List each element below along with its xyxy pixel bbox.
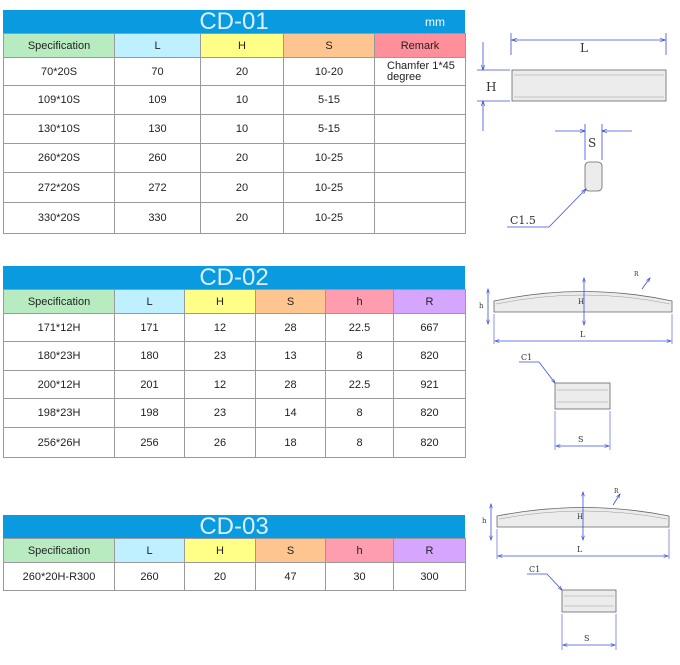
cell-R: 921: [394, 371, 466, 399]
cell-S: 10-25: [284, 144, 375, 173]
cell-h: 30: [326, 563, 394, 591]
cell-L: 198: [115, 399, 185, 428]
cell-L: 256: [115, 428, 185, 458]
cell-spec: 272*20S: [4, 173, 115, 203]
col-header-H: H: [185, 539, 256, 563]
cell-L: 180: [115, 342, 185, 371]
cell-R: 820: [394, 428, 466, 458]
col-header-R: R: [394, 290, 466, 314]
col-header-h: h: [326, 539, 394, 563]
col-header-L: L: [115, 539, 185, 563]
cell-spec: 256*26H: [4, 428, 115, 458]
cell-H: 23: [185, 399, 256, 428]
col-header-h: h: [326, 290, 394, 314]
cell-remark: [375, 144, 466, 173]
cell-h: 8: [326, 428, 394, 458]
col-header-L: L: [115, 34, 201, 58]
cell-spec: 260*20S: [4, 144, 115, 173]
cell-h: 22.5: [326, 371, 394, 399]
cd02-h-label: h: [479, 302, 484, 310]
cell-remark: [375, 203, 466, 234]
cell-R: 667: [394, 314, 466, 342]
cell-h: 22.5: [326, 314, 394, 342]
cd01-drawing: [470, 25, 675, 235]
cd03-S-label: S: [584, 634, 590, 643]
cell-h: 8: [326, 342, 394, 371]
col-header-specification: Specification: [4, 34, 115, 58]
cd02-H-label: H: [578, 298, 585, 306]
cd01-table: [3, 33, 466, 234]
table-row: [4, 86, 466, 115]
cd01-section: [3, 10, 465, 234]
col-header-specification: Specification: [4, 290, 115, 314]
cd01-S-label: S: [588, 136, 597, 150]
cd02-R-leader: [642, 278, 650, 289]
cell-S: 28: [256, 371, 326, 399]
cd02-chamfer-leader: [519, 362, 555, 383]
cd02-table: [3, 289, 466, 458]
cd03-H-label: H: [577, 513, 584, 521]
cell-R: 820: [394, 342, 466, 371]
col-header-S: S: [256, 539, 326, 563]
cd03-drawing: [470, 478, 675, 658]
cd01-L-label: L: [580, 41, 588, 55]
col-header-R: R: [394, 539, 466, 563]
cell-spec: 330*20S: [4, 203, 115, 234]
cell-H: 20: [201, 203, 284, 234]
cd02-S-label: S: [578, 435, 584, 444]
cell-S: 18: [256, 428, 326, 458]
cell-S: 10-25: [284, 173, 375, 203]
cd02-title: CD-02: [199, 264, 269, 291]
cell-remark: [375, 115, 466, 144]
cell-remark: Chamfer 1*45 degree: [375, 58, 466, 86]
cd02-title-bar: [3, 266, 465, 289]
cd03-title: CD-03: [199, 513, 269, 540]
cd01-part-side-view: [512, 70, 666, 101]
cell-L: 109: [115, 86, 201, 115]
cell-H: 20: [201, 58, 284, 86]
table-row: [4, 563, 466, 591]
cell-H: 26: [185, 428, 256, 458]
cell-H: 20: [201, 173, 284, 203]
cd03-R-leader: [613, 494, 620, 505]
cd03-h-label: h: [482, 517, 487, 525]
col-header-S: S: [256, 290, 326, 314]
table-row: [4, 115, 466, 144]
cell-S: 14: [256, 399, 326, 428]
col-header-H: H: [201, 34, 284, 58]
cd03-L-label: L: [577, 545, 583, 554]
cell-L: 70: [115, 58, 201, 86]
col-header-specification: Specification: [4, 539, 115, 563]
cell-H: 20: [185, 563, 256, 591]
cell-spec: 171*12H: [4, 314, 115, 342]
cell-S: 28: [256, 314, 326, 342]
cell-H: 23: [185, 342, 256, 371]
table-row: [4, 428, 466, 458]
cd03-title-bar: [3, 515, 465, 538]
cd03-section: [3, 515, 465, 591]
cd02-chamfer-label: C1: [521, 353, 533, 362]
cell-remark: [375, 173, 466, 203]
cd02-cross-section: [555, 383, 610, 409]
cell-L: 171: [115, 314, 185, 342]
col-header-remark: Remark: [375, 34, 466, 58]
cell-L: 260: [115, 563, 185, 591]
cell-R: 820: [394, 399, 466, 428]
cell-S: 13: [256, 342, 326, 371]
table-row: [4, 203, 466, 234]
cell-H: 10: [201, 86, 284, 115]
cd03-table: [3, 538, 466, 591]
cell-S: 5-15: [284, 115, 375, 144]
col-header-L: L: [115, 290, 185, 314]
cell-spec: 130*10S: [4, 115, 115, 144]
cell-H: 20: [201, 144, 284, 173]
cell-H: 10: [201, 115, 284, 144]
cell-spec: 198*23H: [4, 399, 115, 428]
col-header-S: S: [284, 34, 375, 58]
cd03-R-label: R: [614, 488, 619, 495]
cd02-L-label: L: [580, 330, 586, 339]
cd02-R-label: R: [634, 271, 639, 278]
cell-S: 10-25: [284, 203, 375, 234]
cd02-drawing: [470, 265, 675, 455]
cd01-title-bar: [3, 10, 465, 33]
cd03-chamfer-leader: [527, 574, 562, 590]
cell-spec: 109*10S: [4, 86, 115, 115]
table-row: [4, 314, 466, 342]
cd03-chamfer-label: C1: [529, 565, 541, 574]
cell-spec: 260*20H-R300: [4, 563, 115, 591]
cell-H: 12: [185, 371, 256, 399]
cell-S: 5-15: [284, 86, 375, 115]
cd01-title: CD-01: [199, 8, 269, 35]
cd03-cross-section: [562, 590, 616, 612]
cell-H: 12: [185, 314, 256, 342]
cell-L: 260: [115, 144, 201, 173]
cell-L: 330: [115, 203, 201, 234]
cell-L: 130: [115, 115, 201, 144]
col-header-H: H: [185, 290, 256, 314]
cd02-section: [3, 266, 465, 458]
cell-spec: 180*23H: [4, 342, 115, 371]
cell-spec: 200*12H: [4, 371, 115, 399]
table-row: [4, 342, 466, 371]
cd01-chamfer-label: C1.5: [510, 214, 536, 227]
cell-L: 201: [115, 371, 185, 399]
cell-S: 47: [256, 563, 326, 591]
cell-h: 8: [326, 399, 394, 428]
table-row: [4, 58, 466, 86]
cell-S: 10-20: [284, 58, 375, 86]
cd02-header-row: [4, 290, 466, 314]
table-row: [4, 173, 466, 203]
cd01-unit: mm: [425, 15, 445, 29]
table-row: [4, 371, 466, 399]
cell-L: 272: [115, 173, 201, 203]
cell-spec: 70*20S: [4, 58, 115, 86]
cd01-H-label: H: [486, 80, 497, 94]
cd01-cross-section: [585, 162, 602, 191]
cell-R: 300: [394, 563, 466, 591]
table-row: [4, 399, 466, 428]
cd03-header-row: [4, 539, 466, 563]
cd01-header-row: [4, 34, 466, 58]
cell-remark: [375, 86, 466, 115]
table-row: [4, 144, 466, 173]
